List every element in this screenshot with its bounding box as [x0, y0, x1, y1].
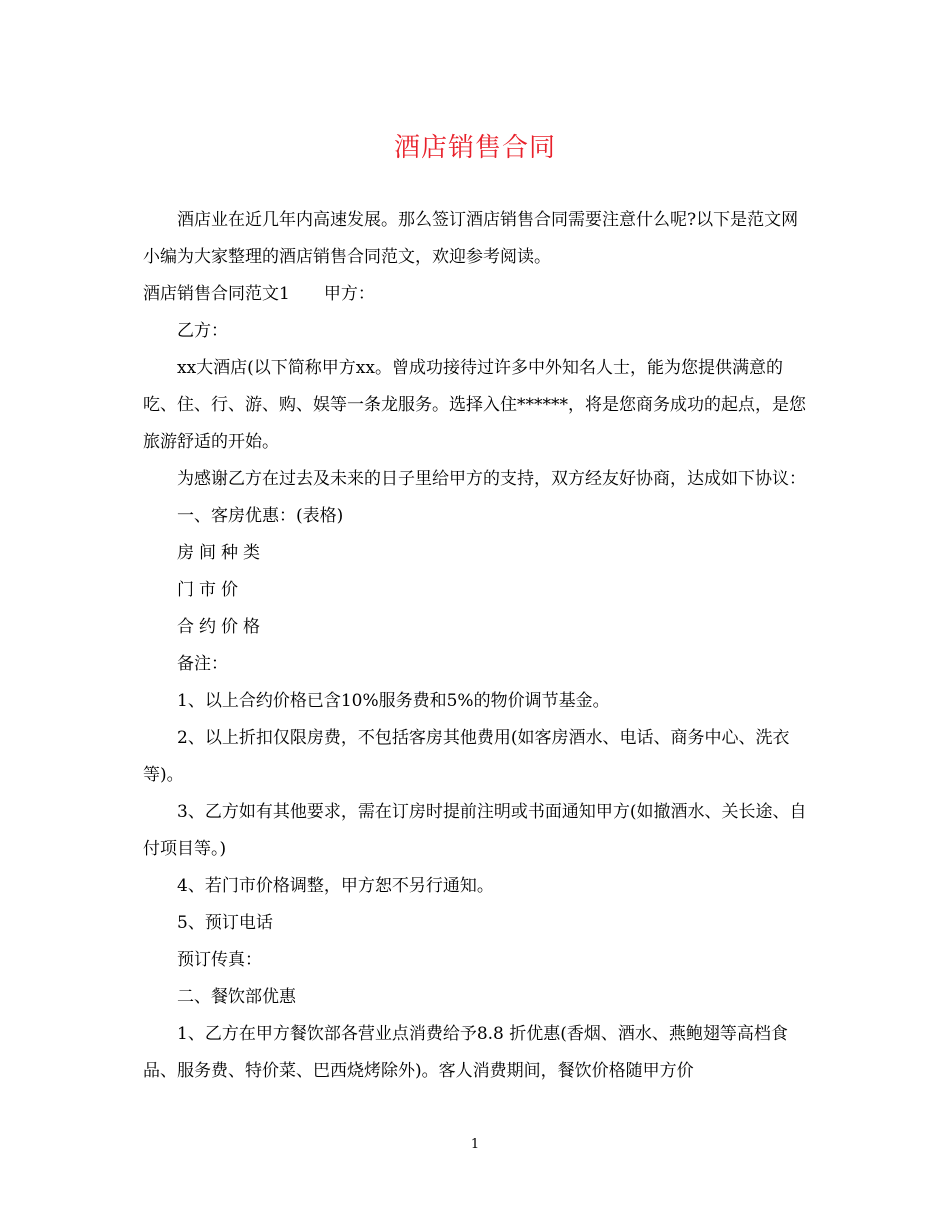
booking-fax-line: 预订传真： — [177, 950, 262, 970]
table-header-contract-price: 合约价格 — [177, 617, 265, 637]
section-dining-discount: 二、餐饮部优惠 — [177, 987, 296, 1007]
note-item-2: 2、以上折扣仅限房费，不包括客房其他费用(如客房酒水、电话、商务中心、洗衣等)。 — [143, 728, 790, 785]
notes-label: 备注： — [177, 654, 228, 674]
note-item-5: 5、预订电话 — [177, 913, 273, 933]
intro-paragraph: 酒店业在近几年内高速发展。那么签订酒店销售合同需要注意什么呢?以下是范文网小编为大家整理的酒店销售合同范文，欢迎参考阅读。 — [143, 210, 799, 267]
document-body — [143, 202, 808, 1090]
hotel-intro-paragraph: xx大酒店(以下简称甲方xx。曾成功接待过许多中外知名人士，能为您提供满意的吃、住、行、游、购、娱等一条龙服务。选择入住******，将是您商务成功的起点，是您旅游舒适的开始。 — [143, 358, 806, 452]
table-header-room-type: 房间种类 — [177, 543, 265, 563]
section-room-discount: 一、客房优惠：(表格) — [177, 506, 344, 526]
dining-item-1: 1、乙方在甲方餐饮部各营业点消费给予8.8 折优惠(香烟、酒水、燕鲍翅等高档食品、服务费、特价菜、巴西烧烤除外)。客人消费期间，餐饮价格随甲方价 — [143, 1024, 788, 1081]
contract-heading-party-a: 酒店销售合同范文1 甲方： — [143, 284, 375, 304]
note-item-4: 4、若门市价格调整，甲方恕不另行通知。 — [177, 876, 494, 896]
table-header-rack-rate: 门市价 — [177, 580, 243, 600]
page-number: 1 — [470, 1137, 480, 1152]
note-item-1: 1、以上合约价格已含10%服务费和5%的物价调节基金。 — [177, 691, 610, 711]
agreement-paragraph: 为感谢乙方在过去及未来的日子里给甲方的支持，双方经友好协商，达成如下协议： — [177, 469, 806, 489]
note-item-3: 3、乙方如有其他要求，需在订房时提前注明或书面通知甲方(如撤酒水、关长途、自付项目等。) — [143, 802, 807, 859]
document-title: 酒店销售合同 — [393, 133, 556, 163]
party-b-line: 乙方： — [177, 321, 228, 341]
